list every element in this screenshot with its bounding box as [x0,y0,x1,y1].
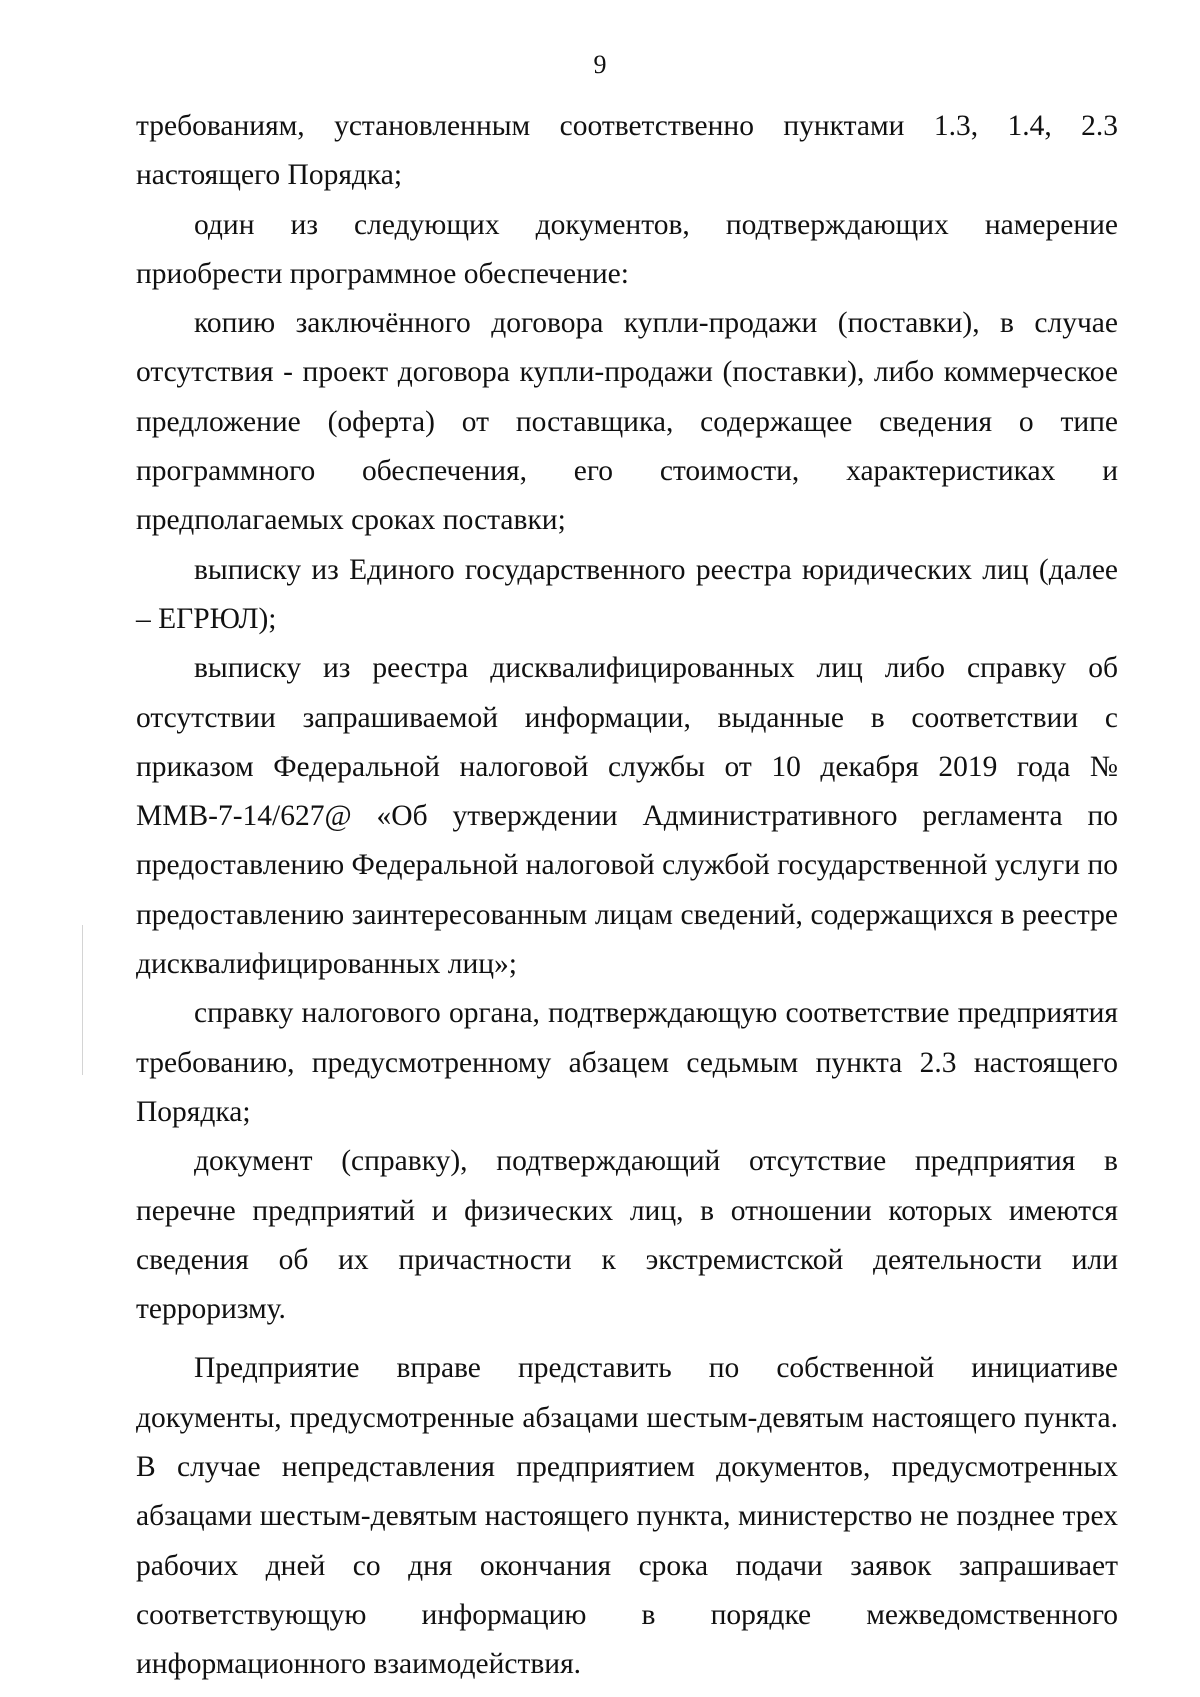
paragraph-egrul-extract: выписку из Единого государственного реестра юридических лиц (далее – ЕГРЮЛ); [136,553,1118,635]
paragraph-tax-authority-certificate: справку налогового органа, подтверждающую соответствие предприятия требованию, предусмотренному абзацем седьмым пункта 2.3 настоящего Порядка; [136,997,1118,1128]
paragraph-requirements-continuation: требованиям, установленным соответственно пунктами 1.3, 1.4, 2.3 настоящего Порядка; [136,110,1118,192]
paragraph-own-initiative-documents: Предприятие вправе представить по собственной инициативе документы, предусмотренные абзацами шестым-девятым настоящего пункта. В случае непредставления предприятием документов, предусмотренных абзацами шестым-девятым настоящего пункта, министерство не позднее трех рабочих дней со дня окончания срока подачи заявок запрашивает соответствующую информацию в порядке межведомственного информационного взаимодействия. [136,1352,1118,1681]
paragraph-contract-copy: копию заключённого договора купли-продажи (поставки), в случае отсутствия - проект договора купли-продажи (поставки), либо коммерческое предложение (оферта) от поставщика, содержащее сведения о типе программного обеспечения, его стоимости, характеристиках и предполагаемых сроках поставки; [136,307,1118,537]
scan-margin-mark [82,925,83,1075]
paragraph-disqualified-registry: выписку из реестра дисквалифицированных лиц либо справку об отсутствии запрашиваемой информации, выданные в соответствии с приказом Федеральной налоговой службы от 10 декабря 2019 года № ММВ-7-14/627@ «Об утверждении Административного регламента по предоставлению Федеральной налоговой службой государственной услуги по предоставлению заинтересованным лицам сведений, содержащихся в реестре дисквалифицированных лиц»; [136,652,1118,981]
document-body [136,102,1118,1690]
paragraph-extremism-certificate: документ (справку), подтверждающий отсутствие предприятия в перечне предприятий и физических лиц, в отношении которых имеются сведения об их причастности к экстремистской деятельности или терроризму. [136,1145,1118,1326]
page-number: 9 [593,50,607,79]
paragraph-purchase-intent-documents: один из следующих документов, подтверждающих намерение приобрести программное обеспечение: [136,208,1118,290]
